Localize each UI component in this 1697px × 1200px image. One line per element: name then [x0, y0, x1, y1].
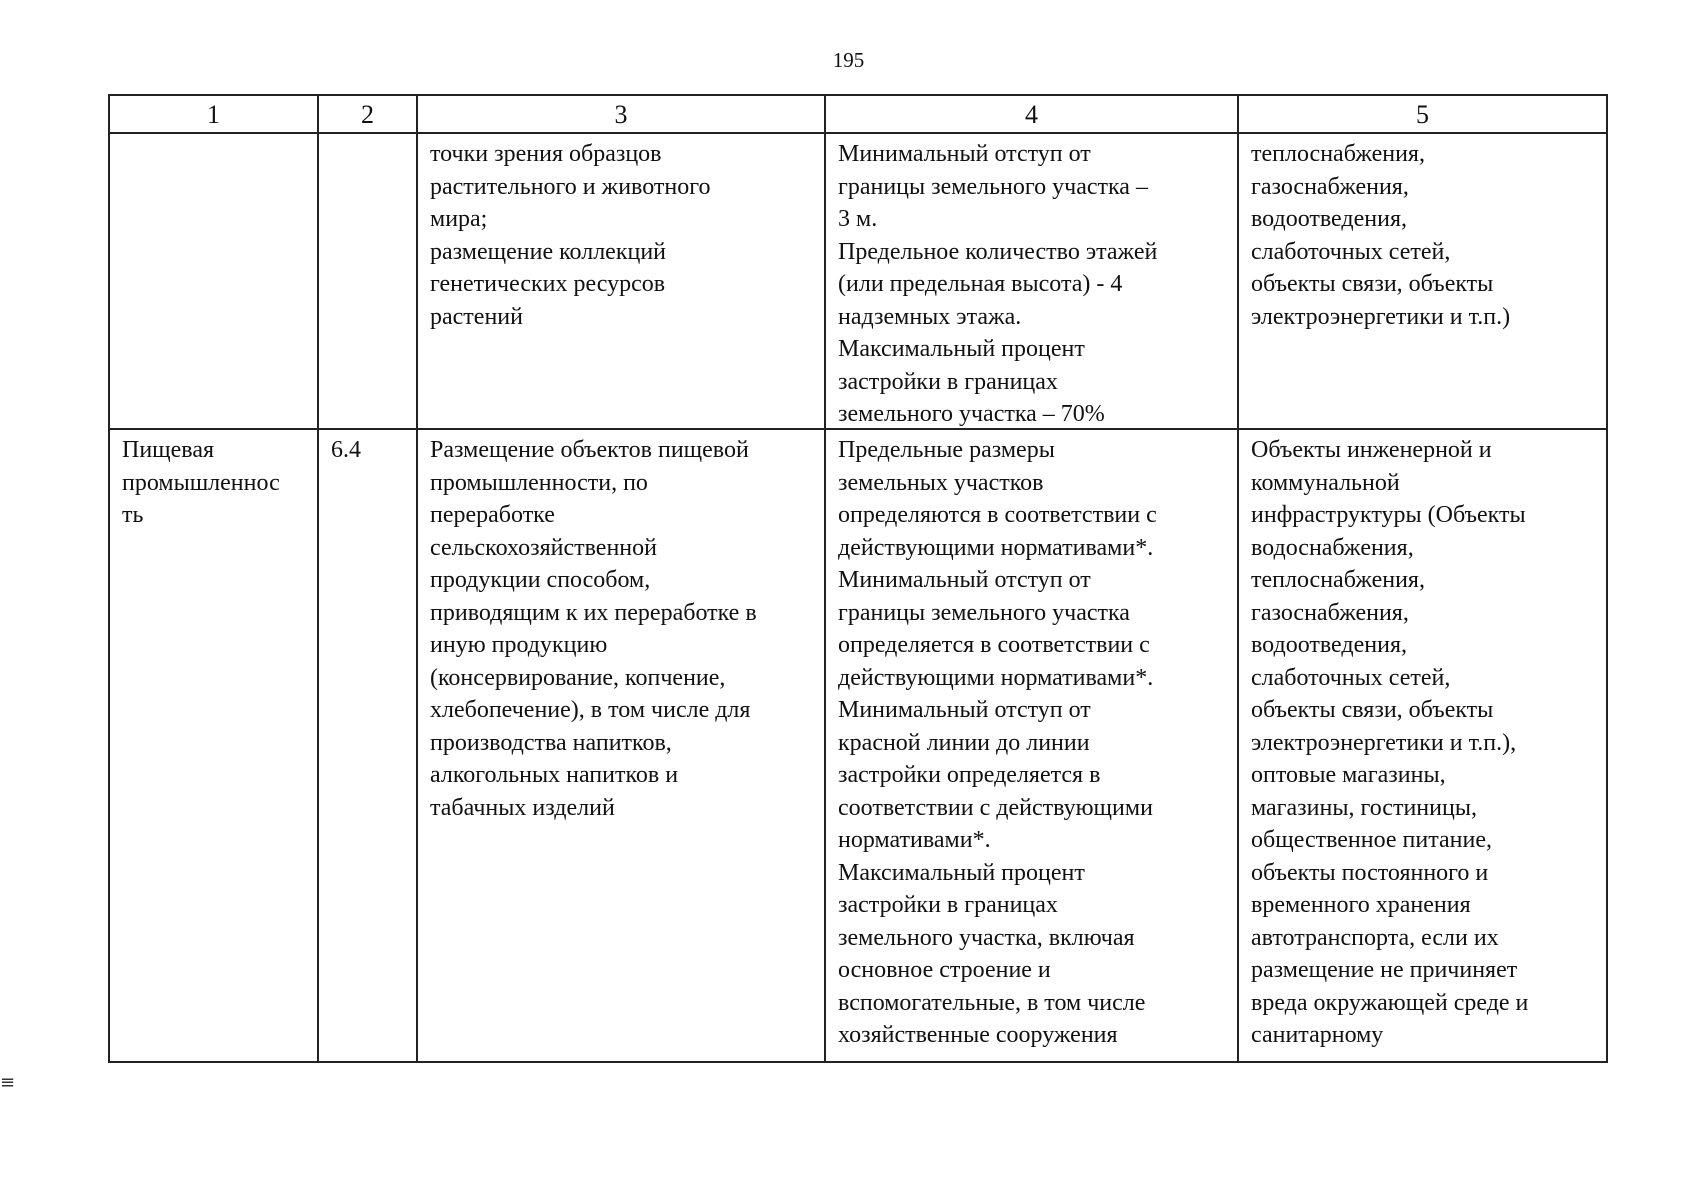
cell-parameters: Предельные размеры земельных участков определяются в соответствии с действующими нормативами*. Минимальный отступ от границы земельного участка определяется в соответствии с действующими нормативами*. Минимальный отступ от красной линии до линии застройки определяется в соответствии с действующими нормативами*. Максимальный процент застройки в границах земельного участка, включая основное строение и вспомогательные, в том числе хозяйственные сооружения — [826, 430, 1239, 1061]
header-col-2: 2 — [319, 96, 418, 132]
cell-use-description: точки зрения образцов растительного и животного мира; размещение коллекций генетических ресурсов растений — [418, 134, 826, 428]
header-col-5: 5 — [1416, 100, 1429, 129]
margin-mark: ≡ — [0, 1072, 16, 1093]
table-row — [110, 134, 1606, 430]
cell-parameters: Минимальный отступ от границы земельного участка – 3 м. Предельное количество этажей (или предельная высота) - 4 надземных этажа. Максимальный процент застройки в границах земельного участка – 70% — [826, 134, 1239, 428]
cell-use-name: Пищевая промышленнос ть — [110, 430, 319, 1061]
table-header-row — [110, 96, 1606, 134]
cell-use-name — [110, 134, 319, 428]
table-row — [110, 430, 1606, 1061]
page-number: 195 — [832, 48, 865, 72]
header-col-1: 1 — [110, 96, 319, 132]
cell-auxiliary-uses: теплоснабжения, газоснабжения, водоотведения, слаботочных сетей, объекты связи, объекты электроэнергетики и т.п.) — [1251, 141, 1511, 330]
cell-use-description: Размещение объектов пищевой промышленности, по переработке сельскохозяйственной продукции способом, приводящим к их переработке в иную продукцию (консервирование, копчение, хлебопечение), в том числе для производства напитков, алкогольных напитков и табачных изделий — [418, 430, 826, 1061]
regulations-table — [108, 94, 1608, 1063]
cell-auxiliary-uses: Объекты инженерной и коммунальной инфраструктуры (Объекты водоснабжения, теплоснабжения, газоснабжения, водоотведения, слаботочных сетей, объекты связи, объекты электроэнергетики и т.п.), оптовые магазины, магазины, гостиницы, общественное питание, объекты постоянного и временного хранения автотранспорта, если их размещение не причиняет вреда окружающей среде и санитарному — [1251, 437, 1529, 1048]
header-col-3: 3 — [418, 96, 826, 132]
header-col-4: 4 — [826, 96, 1239, 132]
cell-use-code: 6.4 — [319, 430, 418, 1061]
cell-use-code — [319, 134, 418, 428]
